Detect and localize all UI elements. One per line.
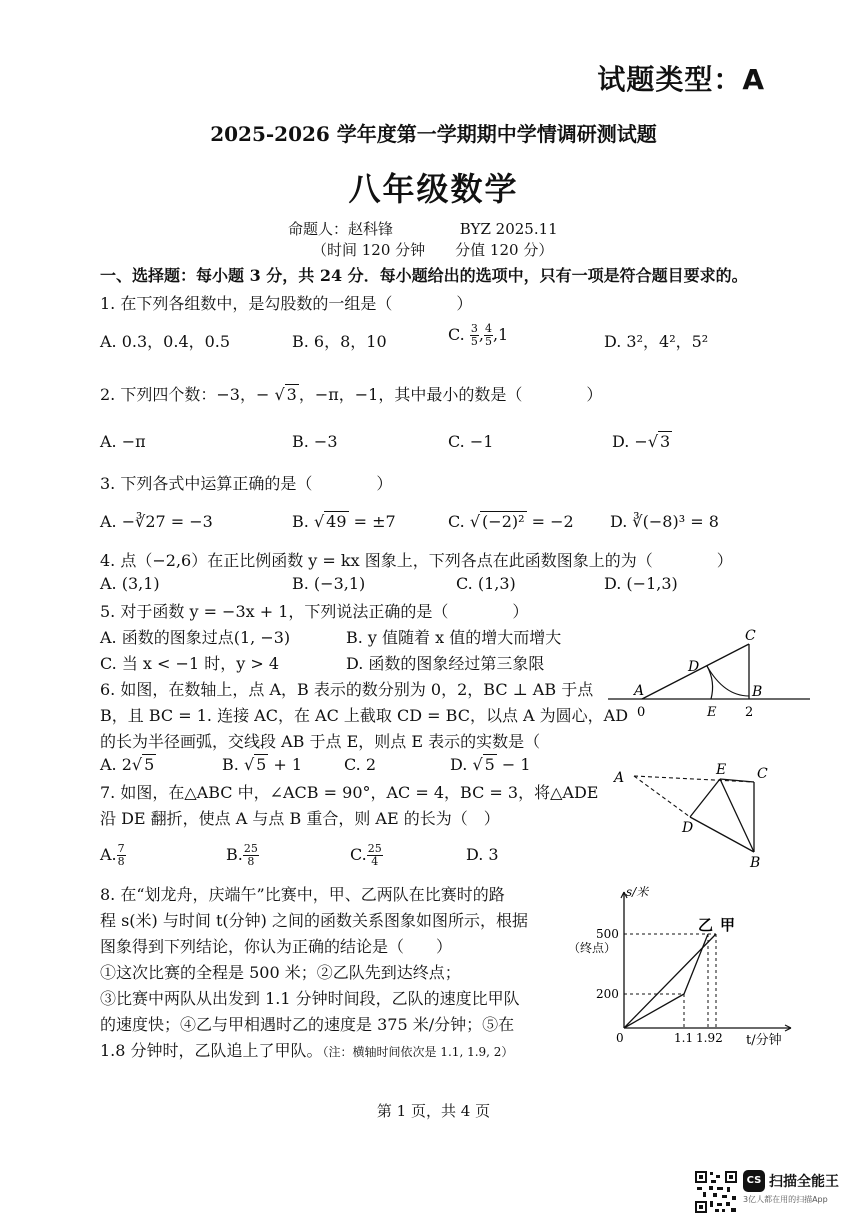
q7-label-d: D <box>682 820 694 836</box>
q6-d-post: − 1 <box>496 755 531 774</box>
q5-option-c: C. 当 x < −1 时，y > 4 <box>100 654 280 673</box>
q8-origin: 0 <box>616 1031 624 1045</box>
q7-segment-db <box>690 817 754 852</box>
qr-code-icon <box>694 1170 738 1214</box>
q7-option-b <box>226 843 259 868</box>
q6-label-b: B <box>752 684 763 700</box>
q7-option-d: D. 3 <box>466 845 499 864</box>
q1-option-c: C. $\frac{3}{5}$ , $\frac{4}{5}$ ,1 <box>448 322 509 348</box>
author-line <box>288 218 558 239</box>
q7-c-frac <box>367 843 383 868</box>
q7-segment-eb <box>720 779 754 852</box>
q6-label-c: C <box>745 628 756 644</box>
q6-option-d: D. √ 5 − 1 <box>450 755 531 774</box>
q1-c-tail: ,1 <box>492 325 509 344</box>
q8-label-yi: 乙 <box>698 916 714 934</box>
q6-line2: B，且 BC = 1. 连接 AC，在 AC 上截取 CD = BC，以点 A 为圆心，AD <box>100 706 629 725</box>
q8-line6: 的速度快；④乙与甲相遇时乙的速度是 375 米/分钟；⑤在 <box>100 1015 515 1034</box>
q8-line-yi <box>624 934 708 1028</box>
q4-option-d: D. (−1,3) <box>604 574 678 593</box>
q7-segment-ad <box>634 776 690 817</box>
q8-line7 <box>100 1038 513 1061</box>
scanner-brand: 扫描全能王 <box>769 1174 839 1190</box>
q1-c-label: C. <box>448 325 465 344</box>
q6-b-post: + 1 <box>268 755 303 774</box>
q6-label-e: E <box>707 705 717 720</box>
q3-c-pre: C. <box>448 512 470 531</box>
q8-line5: ③比赛中两队从出发到 1.1 分钟时间段，乙队的速度比甲队 <box>100 989 520 1008</box>
q7-option-a <box>100 843 126 868</box>
q8-tick-200: 200 <box>596 987 619 1001</box>
q4-stem: 4. 点（−2,6）在正比例函数 y = kx 图象上，下列各点在此函数图象上的为（ ） <box>100 551 733 570</box>
q2-d-pre: D. − <box>612 432 648 451</box>
q7-a-den: 8 <box>117 855 125 868</box>
q6-option-a: A. 2√ 5 <box>100 755 155 774</box>
q6-label-two: 2 <box>745 705 754 720</box>
q6-label-a: A <box>634 683 645 699</box>
q2-option-a: A. −π <box>100 432 146 451</box>
q7-c-den: 4 <box>371 855 379 868</box>
exam-title: 2025-2026 学年度第一学期期中学情调研测试题 <box>210 122 657 146</box>
q7-b-num: 25 <box>243 842 258 855</box>
q7-line1: 7. 如图，在△ABC 中，∠ACB = 90°，AC = 4，BC = 3，将△ADE <box>100 783 599 802</box>
q3-stem: 3. 下列各式中运算正确的是（ ） <box>100 474 393 493</box>
q6-a-pre: A. 2 <box>100 755 132 774</box>
q7-a-num: 7 <box>117 842 125 855</box>
q1-option-a: A. 0.3，0.4，0.5 <box>100 332 231 351</box>
q7-line2: 沿 DE 翻折，使点 A 与点 B 重合，则 AE 的长为（ ） <box>100 809 500 828</box>
q1-f2-den: 5 <box>484 335 492 348</box>
q7-option-c <box>350 843 383 868</box>
q2-stem: 2. 下列四个数：−3，− √ 3 ，−π，−1，其中最小的数是（ ） <box>100 385 603 404</box>
q8-end-label: （终点） <box>568 941 617 955</box>
q7-a-label: A. <box>100 845 117 864</box>
q7-label-e: E <box>716 762 727 778</box>
q8-figure <box>566 880 796 1052</box>
q4-option-a: A. (3,1) <box>100 574 160 593</box>
q6-label-zero: 0 <box>637 705 646 720</box>
q8-line2: 程 s(米) 与时间 t(分钟) 之间的函数关系图象如图所示，根据 <box>100 911 528 930</box>
q3-option-b: B. √ 49 = ±7 <box>292 512 396 531</box>
subject-title: 八年级数学 <box>348 170 519 208</box>
q3-option-d: D. ∛(−8)³ = 8 <box>610 512 719 531</box>
q3-c-post: = −2 <box>526 512 574 531</box>
time-score: （时间 120 分钟 分值 120 分） <box>312 241 554 259</box>
q1-c-frac1 <box>470 323 479 348</box>
q4-option-c: C. (1,3) <box>456 574 516 593</box>
q6-d-root: 5 <box>484 755 495 774</box>
q6-figure <box>604 624 814 724</box>
q2-option-d: D. −√ 3 <box>612 432 671 451</box>
q2-stem-post: ，−π，−1，其中最小的数是（ ） <box>298 385 603 404</box>
q7-b-frac <box>243 843 259 868</box>
q5-stem: 5. 对于函数 y = −3x + 1，下列说法正确的是（ ） <box>100 602 529 621</box>
q3-option-c: C. √ (−2)² = −2 <box>448 512 574 531</box>
q2-stem-root: 3 <box>286 385 297 404</box>
q4-option-b: B. (−3,1) <box>292 574 366 593</box>
q7-b-den: 8 <box>247 855 255 868</box>
q7-segment-ac <box>634 776 754 782</box>
q8-line1: 8. 在“划龙舟，庆端午”比赛中，甲、乙两队在比赛时的路 <box>100 885 505 904</box>
q8-label-jia: 甲 <box>720 916 736 934</box>
q6-option-c: C. 2 <box>344 755 377 774</box>
q8-line4: ①这次比赛的全程是 500 米；②乙队先到达终点； <box>100 963 461 982</box>
q2-option-b: B. −3 <box>292 432 338 451</box>
q8-xlabel: t/分钟 <box>746 1033 782 1048</box>
q7-c-num: 25 <box>367 842 382 855</box>
q6-line1: 6. 如图，在数轴上，点 A，B 表示的数分别为 0，2，BC ⊥ AB 于点 <box>100 680 594 699</box>
q6-arc-cd <box>707 666 749 696</box>
q6-label-d: D <box>688 659 700 675</box>
q6-line3: 的长为半径画弧，交线段 AB 于点 E，则点 E 表示的实数是（ <box>100 732 541 751</box>
q6-a-root: 5 <box>144 755 155 774</box>
q1-option-d: D. 3²，4²，5² <box>604 332 709 351</box>
q3-option-a: A. −∛27 = −3 <box>100 512 213 531</box>
q1-f2-num: 4 <box>484 322 492 335</box>
q6-option-b: B. √ 5 + 1 <box>222 755 303 774</box>
q8-note: （注：横轴时间依次是 1.1, 1.9, 2） <box>322 1045 514 1059</box>
section-heading: 一、选择题：每小题 3 分，共 24 分．每小题给出的选项中，只有一项是符合题目要求的。 <box>100 266 748 285</box>
exam-type-label: 试题类型：A <box>597 63 765 96</box>
scanner-tagline: 3亿人都在用的扫描App <box>743 1195 828 1204</box>
q5-option-a: A. 函数的图象过点(1, −3) <box>100 628 291 647</box>
scanner-watermark <box>743 1170 839 1205</box>
q1-f1-den: 5 <box>470 335 478 348</box>
q5-option-d: D. 函数的图象经过第三象限 <box>346 654 545 673</box>
q5-option-b: B. y 值随着 x 值的增大而增大 <box>346 628 562 647</box>
q8-line-jia <box>624 934 716 1028</box>
cs-logo-icon: CS <box>743 1170 765 1192</box>
q1-option-b: B. 6，8，10 <box>292 332 387 351</box>
page-footer: 第 1 页，共 4 页 <box>376 1102 491 1120</box>
author: 命题人：赵科锋 <box>288 220 394 238</box>
q2-stem-pre: 2. 下列四个数：−3，− <box>100 385 275 404</box>
q7-label-a: A <box>614 770 625 786</box>
q8-line3: 图象得到下列结论，你认为正确的结论是（ ） <box>100 937 453 956</box>
q8-tick-192: 1.92 <box>696 1031 723 1045</box>
q7-label-c: C <box>757 766 768 782</box>
q1-stem: 1. 在下列各组数中，是勾股数的一组是（ ） <box>100 294 473 313</box>
q7-c-label: C. <box>350 845 367 864</box>
q2-d-root: 3 <box>660 432 671 451</box>
q7-a-frac <box>117 843 126 868</box>
q6-b-pre: B. <box>222 755 244 774</box>
q6-b-root: 5 <box>256 755 267 774</box>
q3-c-root: (−2)² <box>482 512 525 531</box>
q1-f1-num: 3 <box>470 322 478 335</box>
q7-label-b: B <box>750 855 761 870</box>
q2-option-c: C. −1 <box>448 432 494 451</box>
q6-d-pre: D. <box>450 755 473 774</box>
q7-segment-de <box>690 779 720 817</box>
exam-code: BYZ 2025.11 <box>459 220 558 238</box>
q8-tick-500: 500 <box>596 927 619 941</box>
q3-b-root: 49 <box>326 512 347 531</box>
q1-c-frac2 <box>484 323 493 348</box>
q7-b-label: B. <box>226 845 243 864</box>
q7-figure <box>610 760 780 870</box>
q3-b-pre: B. <box>292 512 314 531</box>
q8-tick-11: 1.1 <box>674 1031 694 1045</box>
q3-b-post: = ±7 <box>348 512 396 531</box>
q8-line7-text: 1.8 分钟时，乙队追上了甲队。 <box>100 1041 323 1060</box>
q8-ylabel: s/米 <box>626 885 649 899</box>
